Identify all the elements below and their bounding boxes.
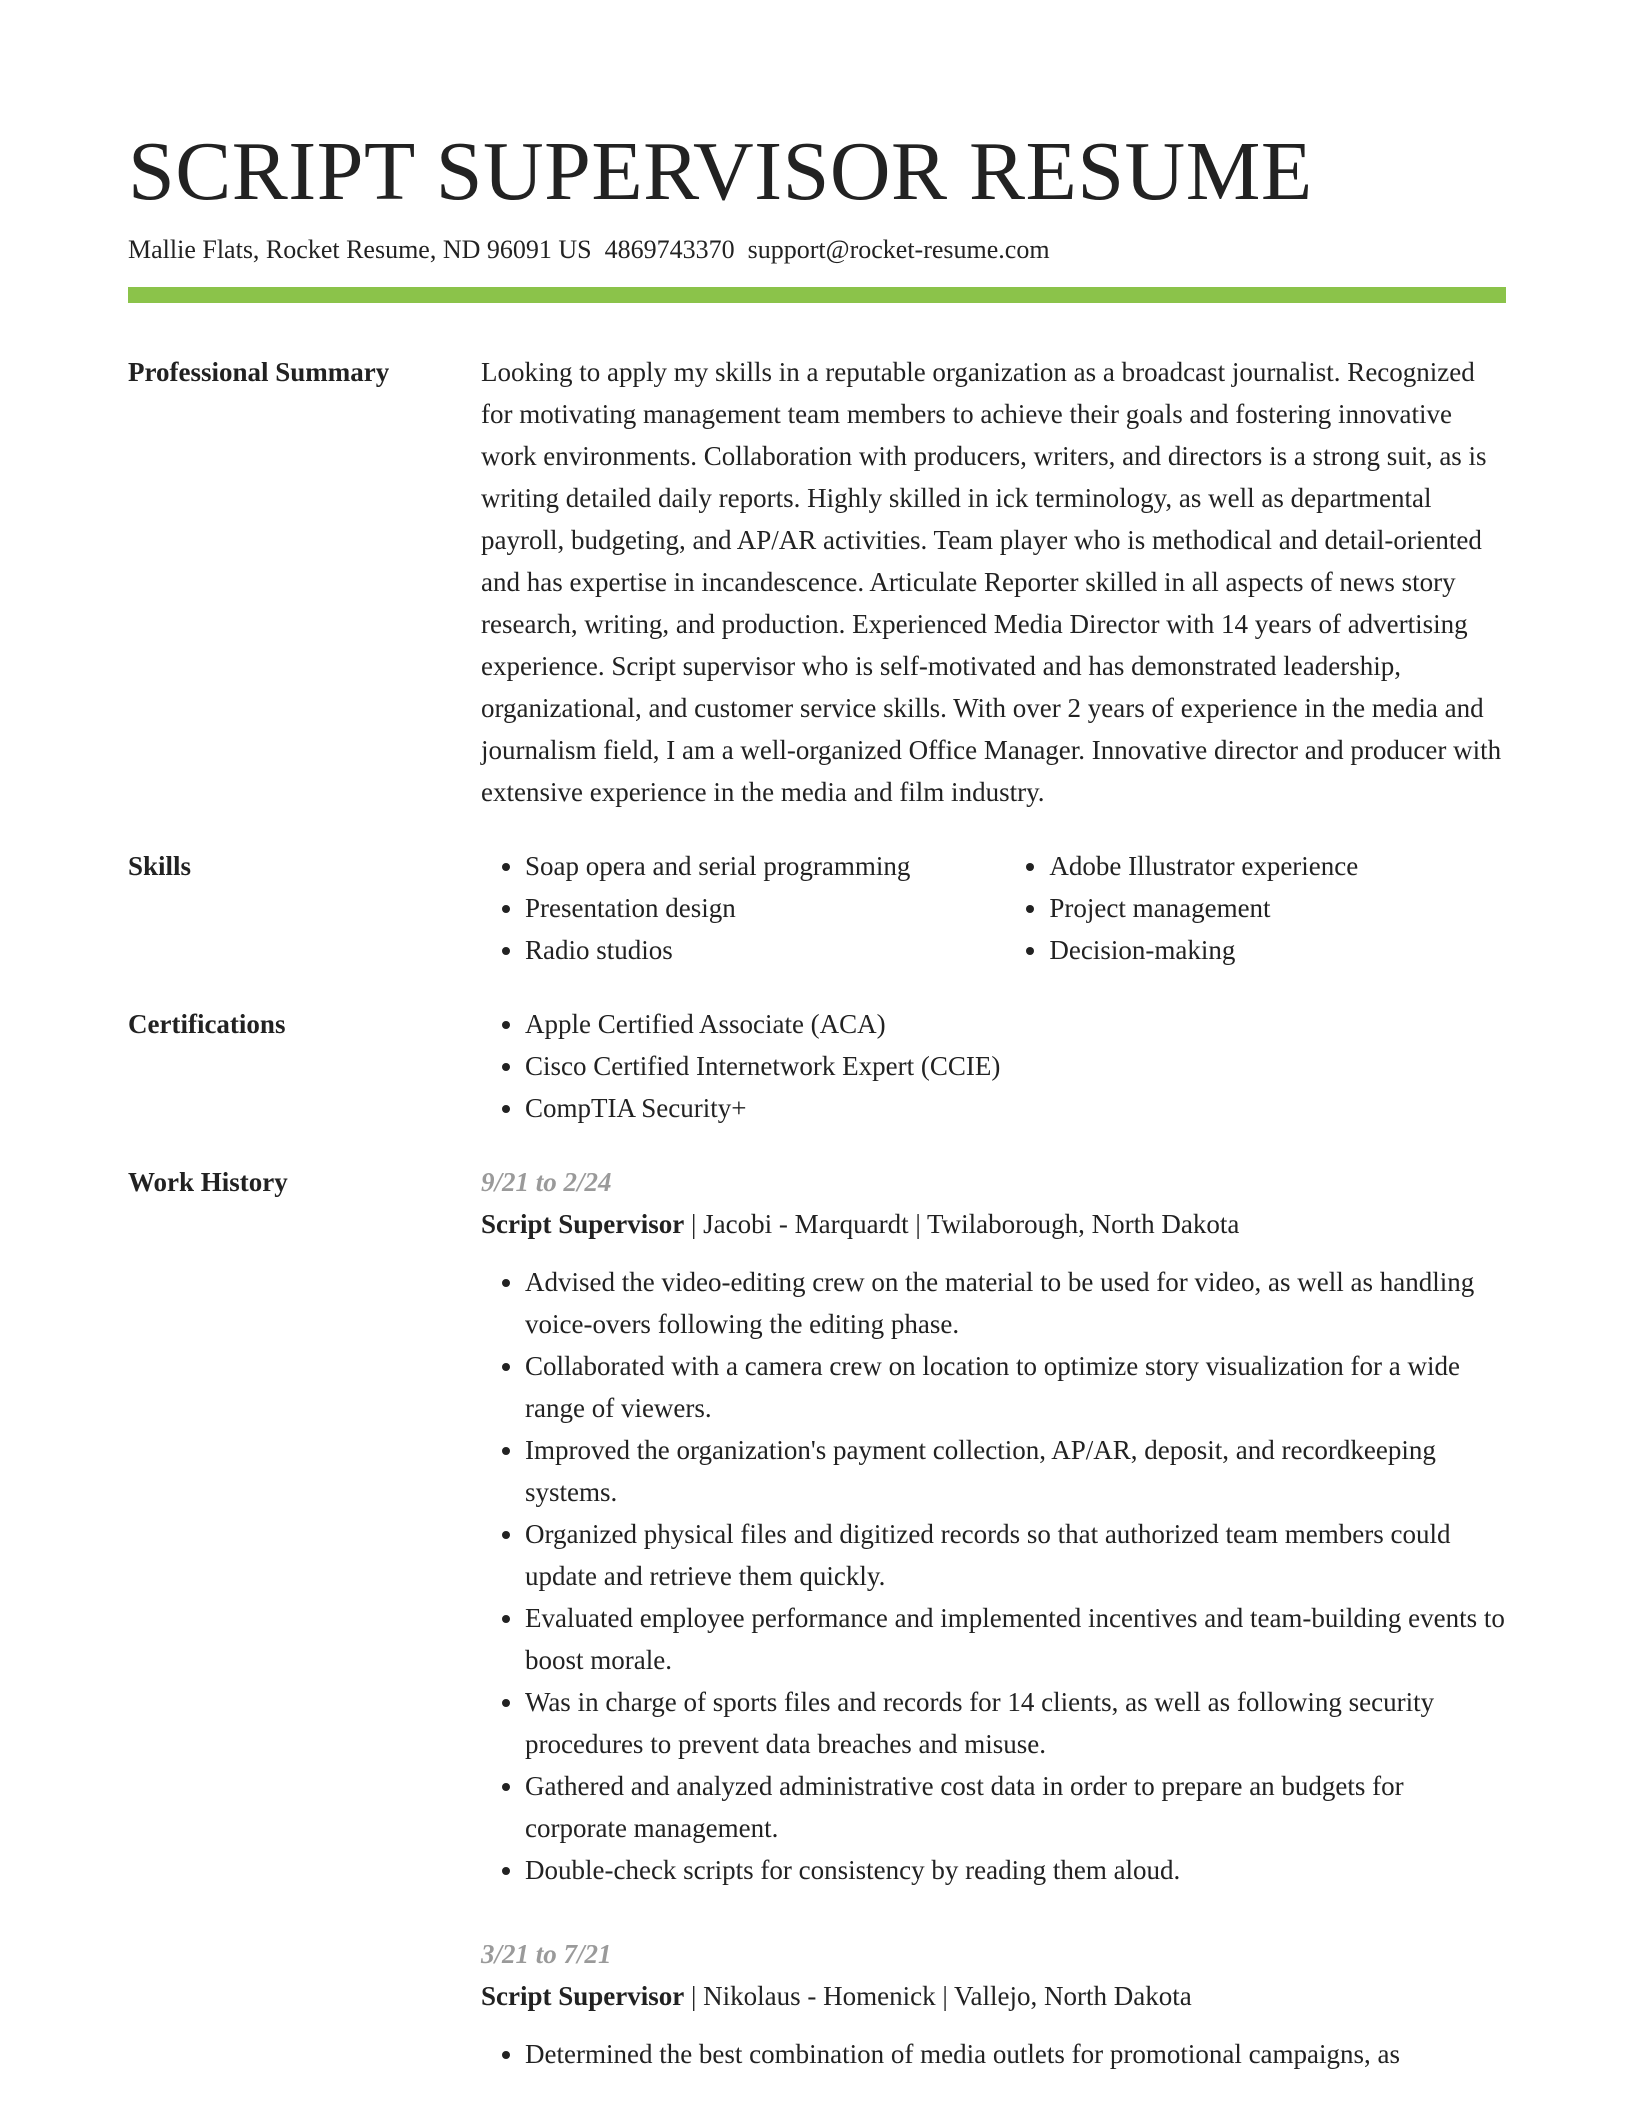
job-title: Script Supervisor xyxy=(481,1209,685,1239)
certifications-section xyxy=(128,1003,1506,1129)
certification-item: • Cisco Certified Internetwork Expert (CCIE) xyxy=(525,1045,1506,1087)
skill-item: • Project management xyxy=(1049,887,1506,929)
contact-phone: 4869743370 xyxy=(604,235,735,264)
job-entry xyxy=(481,1933,1506,2075)
job-bullet: • Determined the best combination of media outlets for promotional campaigns, as xyxy=(525,2033,1506,2075)
job-bullet: • Advised the video-editing crew on the material to be used for video, as well as handling voice-overs following the editing phase. xyxy=(525,1261,1506,1345)
skills-heading: Skills xyxy=(128,851,192,881)
job-bullet: • Gathered and analyzed administrative cost data in order to prepare an budgets for corporate management. xyxy=(525,1765,1506,1849)
certifications-body xyxy=(481,1003,1506,1129)
job-heading xyxy=(481,1203,1506,1245)
work-history-body xyxy=(481,1161,1506,2117)
skill-item: • Presentation design xyxy=(525,887,1005,929)
job-heading xyxy=(481,1975,1506,2017)
job-title: Script Supervisor xyxy=(481,1981,685,2011)
certifications-list xyxy=(481,1003,1506,1129)
job-entry xyxy=(481,1161,1506,1891)
contact-email: support@rocket-resume.com xyxy=(747,235,1050,264)
skills-column-2 xyxy=(1005,845,1506,971)
certification-item: • Apple Certified Associate (ACA) xyxy=(525,1003,1506,1045)
job-bullet: • Organized physical files and digitized records so that authorized team members could update and retrieve them quickly. xyxy=(525,1513,1506,1597)
job-bullet: • Double-check scripts for consistency by reading them aloud. xyxy=(525,1849,1506,1891)
resume-page xyxy=(128,122,1506,2117)
job-dates: 3/21 to 7/21 xyxy=(481,1939,612,1969)
skill-item: • Soap opera and serial programming xyxy=(525,845,1005,887)
contact-address: Mallie Flats, Rocket Resume, ND 96091 US xyxy=(128,235,592,264)
certifications-heading: Certifications xyxy=(128,1009,286,1039)
job-bullet: • Improved the organization's payment collection, AP/AR, deposit, and recordkeeping systems. xyxy=(525,1429,1506,1513)
job-bullet: • Was in charge of sports files and records for 14 clients, as well as following security procedures to prevent data breaches and misuse. xyxy=(525,1681,1506,1765)
skill-item: • Radio studios xyxy=(525,929,1005,971)
job-company: | Nikolaus - Homenick | Vallejo, North Dakota xyxy=(684,1981,1192,2011)
work-history-heading: Work History xyxy=(128,1167,288,1197)
job-bullet: • Collaborated with a camera crew on location to optimize story visualization for a wide range of viewers. xyxy=(525,1345,1506,1429)
summary-heading: Professional Summary xyxy=(128,357,390,387)
job-bullets xyxy=(481,1261,1506,1891)
summary-text: Looking to apply my skills in a reputable organization as a broadcast journalist. Recognized for motivating management team members to achieve their goals and fostering innovative work environments. Collaboration with producers, writers, and directors is a strong suit, as is writing detailed daily reports. Highly skilled in ick terminology, as well as departmental payroll, budgeting, and AP/AR activities. Team player who is methodical and detail-oriented and has expertise in incandescence. Articulate Reporter skilled in all aspects of news story research, writing, and production. Experienced Media Director with 14 years of advertising experience. Script supervisor who is self-motivated and has demonstrated leadership, organizational, and customer service skills. With over 2 years of experience in the media and journalism field, I am a well-organized Office Manager. Innovative director and producer with extensive experience in the media and film industry. xyxy=(481,357,1502,807)
job-company: | Jacobi - Marquardt | Twilaborough, North Dakota xyxy=(684,1209,1240,1239)
skills-grid xyxy=(481,845,1506,971)
job-bullets xyxy=(481,2033,1506,2075)
certification-item: • CompTIA Security+ xyxy=(525,1087,1506,1129)
resume-title: SCRIPT SUPERVISOR RESUME xyxy=(128,125,1313,218)
job-dates: 9/21 to 2/24 xyxy=(481,1167,612,1197)
skill-item: • Decision-making xyxy=(1049,929,1506,971)
contact-line xyxy=(128,234,1506,266)
summary-section xyxy=(128,351,1506,813)
job-bullet: • Evaluated employee performance and implemented incentives and team-building events to boost morale. xyxy=(525,1597,1506,1681)
work-history-section xyxy=(128,1161,1506,2117)
skills-section xyxy=(128,845,1506,971)
skill-item: • Adobe Illustrator experience xyxy=(1049,845,1506,887)
accent-divider xyxy=(128,287,1506,303)
skills-column-1 xyxy=(481,845,1005,971)
